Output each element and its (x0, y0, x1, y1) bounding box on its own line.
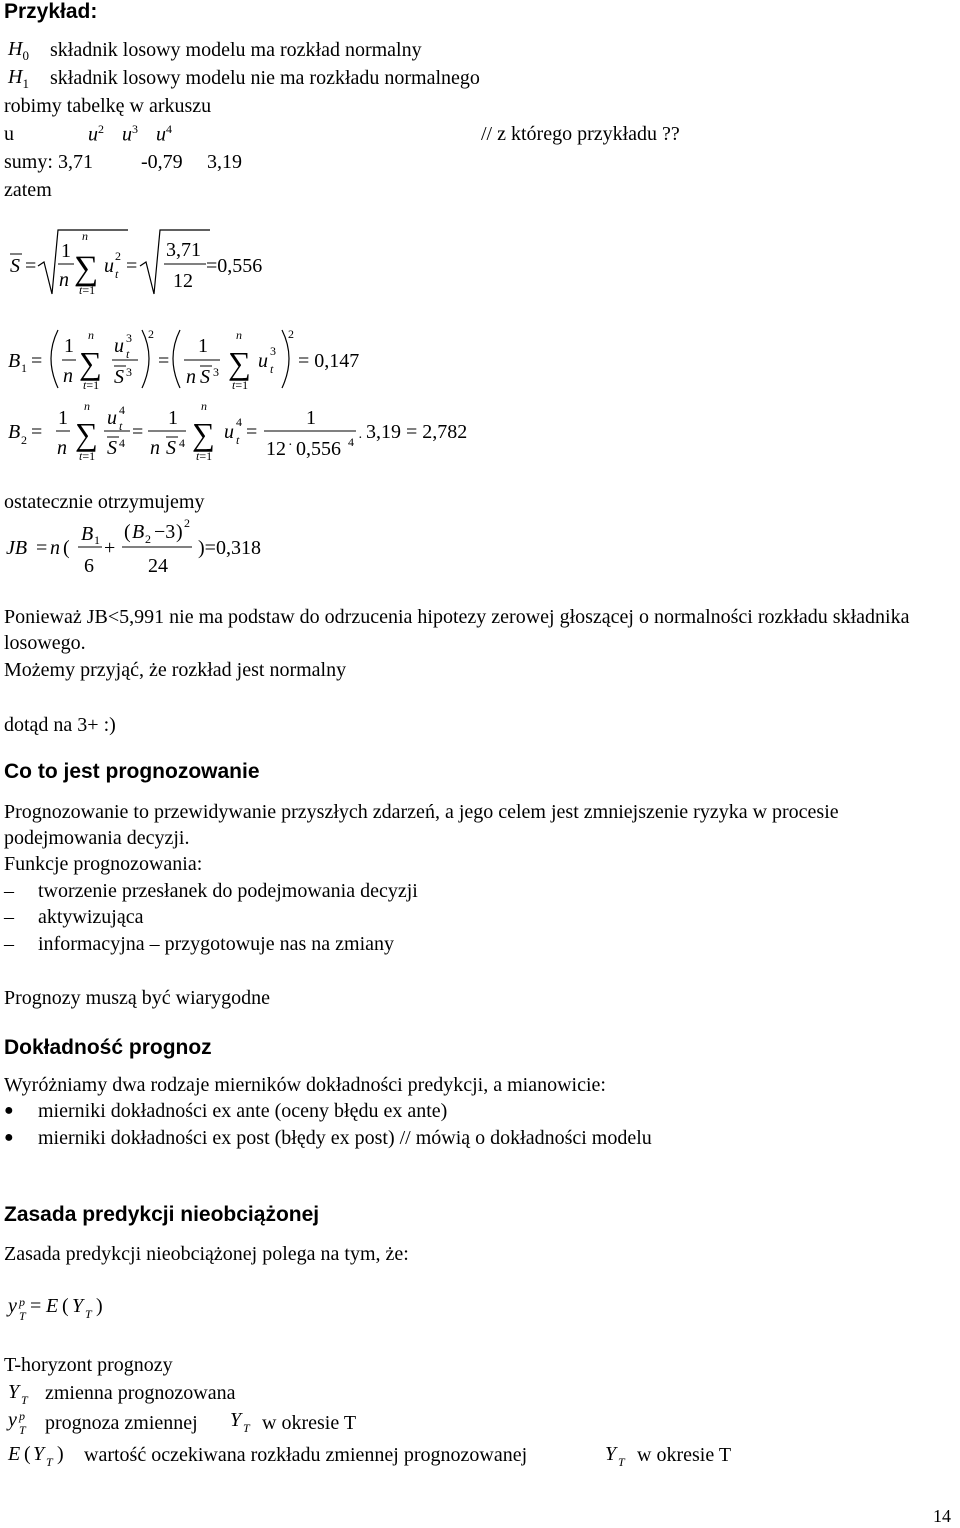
svg-text:·: · (358, 431, 363, 446)
svg-text:∑: ∑ (74, 250, 99, 287)
h0-text: składnik losowy modelu ma rozkład normalny (50, 39, 422, 61)
jb-den-6: 6 (84, 555, 94, 577)
svg-text:Y: Y (605, 1443, 617, 1465)
svg-text:=: = (36, 537, 48, 559)
svg-text:=: = (246, 421, 258, 443)
svg-text:n: n (59, 269, 69, 291)
svg-text:1: 1 (168, 407, 178, 429)
sum-u3: -0,79 (141, 151, 183, 173)
svg-text:n: n (63, 365, 73, 387)
svg-text:Y: Y (33, 1443, 45, 1465)
svg-text:T: T (85, 1307, 92, 1321)
svg-text:B: B (8, 421, 21, 443)
finally-text: ostatecznie otrzymujemy (4, 491, 205, 513)
svg-text:3: 3 (126, 331, 132, 345)
formula-jb (0, 512, 320, 578)
conclusion-note: dotąd na 3+ :) (4, 714, 116, 736)
list-item: ● mierniki dokładności ex post (błędy ex post) // mówią o dokładności modelu (4, 1127, 652, 1149)
svg-text:T: T (19, 1423, 26, 1437)
accuracy-heading: Dokładność prognoz (4, 1036, 212, 1059)
svg-text:u: u (258, 350, 268, 372)
symbol-y-t-inline-2 (601, 1438, 637, 1468)
svg-text:n: n (50, 537, 60, 559)
svg-text:3: 3 (270, 344, 276, 358)
svg-text:=: = (31, 421, 43, 443)
formula-s (0, 224, 320, 300)
s-result: =0,556 (206, 255, 263, 277)
unbiased-intro: Zasada predykcji nieobciążonej polega na tym, że: (4, 1243, 409, 1265)
svg-text:n: n (57, 437, 67, 459)
source-comment: // z którego przykładu ?? (481, 123, 680, 145)
svg-text:u: u (114, 335, 124, 357)
svg-text:1: 1 (198, 335, 208, 357)
svg-text:S: S (166, 437, 176, 459)
svg-text:2: 2 (115, 249, 121, 263)
unbiased-heading: Zasada predykcji nieobciążonej (4, 1203, 320, 1226)
sum-u4: 3,19 (207, 151, 242, 173)
b2-den-b: 0,556 (296, 438, 341, 460)
symbol-e-y-t (0, 1438, 80, 1470)
forecasting-credible: Prognozy muszą być wiarygodne (4, 987, 271, 1009)
list-item: ● mierniki dokładności ex ante (oceny błędu ex ante) (4, 1100, 448, 1122)
svg-text:1: 1 (64, 335, 74, 357)
svg-text:+: + (104, 537, 116, 559)
svg-text:1: 1 (94, 533, 100, 547)
svg-text:n: n (186, 366, 196, 388)
list-item: – tworzenie przesłanek do podejmowania decyzji (4, 880, 418, 902)
h1-text: składnik losowy modelu nie ma rozkładu normalnego (50, 67, 480, 89)
def-yp-tail: w okresie T (262, 1412, 357, 1434)
horizon-text: T-horyzont prognozy (4, 1354, 173, 1376)
sums-label: sumy: (4, 151, 53, 173)
svg-text:p: p (19, 1295, 25, 1309)
svg-text:S: S (200, 366, 210, 388)
sum-u2: 3,71 (58, 151, 93, 173)
jb-result: )=0,318 (198, 537, 261, 559)
svg-text:n: n (84, 399, 90, 413)
svg-text:(: ( (62, 1295, 69, 1317)
svg-text:n: n (201, 399, 207, 413)
forecasting-heading: Co to jest prognozowanie (4, 760, 260, 783)
svg-text:=: = (126, 255, 138, 277)
table-line: robimy tabelkę w arkuszu (4, 95, 212, 117)
svg-text:u: u (104, 255, 114, 277)
accuracy-intro: Wyróżniamy dwa rodzaje mierników dokładności predykcji, a mianowicie: (4, 1074, 606, 1096)
symbol-y-t (0, 1378, 40, 1408)
svg-text:T: T (618, 1455, 625, 1468)
svg-text:n: n (150, 437, 160, 459)
svg-text:t: t (119, 419, 123, 433)
svg-text:(: ( (63, 537, 70, 559)
svg-text:1: 1 (61, 240, 71, 262)
svg-text:3: 3 (126, 365, 132, 379)
svg-text:Y: Y (72, 1295, 84, 1317)
svg-text:1: 1 (21, 361, 27, 375)
svg-text:3: 3 (213, 365, 219, 379)
b1-result: = 0,147 (298, 350, 360, 372)
svg-text:∑: ∑ (192, 416, 215, 452)
formula-b2 (0, 394, 500, 470)
svg-text:t=1: t=1 (79, 283, 96, 297)
formula-unbiased (0, 1290, 160, 1326)
svg-text:t: t (236, 433, 240, 447)
svg-text:E: E (8, 1443, 21, 1465)
svg-text:t=1: t=1 (232, 378, 249, 392)
svg-text:(: ( (24, 1443, 31, 1465)
svg-text:S: S (114, 366, 124, 388)
svg-text:2: 2 (184, 516, 190, 530)
conclusion-paragraph: Ponieważ JB<5,991 nie ma podstaw do odrzucenia hipotezy zerowej głoszącej o normalności rozkładu składnika losowego. (4, 606, 910, 654)
svg-text:u: u (224, 421, 234, 443)
list-item: – informacyjna – przygotowuje nas na zmiany (4, 933, 394, 955)
page-number: 14 (933, 1506, 951, 1526)
svg-text:∑: ∑ (79, 345, 102, 381)
conclusion-normal: Możemy przyjąć, że rozkład jest normalny (4, 659, 347, 681)
def-y-text: zmienna prognozowana (45, 1382, 236, 1404)
svg-text:−3: −3 (154, 521, 176, 543)
s-denominator: 12 (173, 270, 193, 292)
svg-text:): ) (176, 521, 183, 543)
column-u4: $u^4$ (156, 122, 172, 146)
forecasting-functions-label: Funkcje prognozowania: (4, 853, 203, 875)
svg-text:4: 4 (236, 415, 242, 429)
svg-text:Y: Y (230, 1409, 242, 1431)
svg-text:Y: Y (8, 1381, 20, 1403)
def-e-tail: w okresie T (637, 1444, 732, 1466)
b2-den-a: 12 (266, 438, 286, 460)
svg-text:=: = (132, 421, 144, 443)
svg-text:∑: ∑ (75, 416, 98, 452)
svg-text:T: T (243, 1421, 250, 1435)
svg-text:4: 4 (179, 436, 185, 450)
svg-text:2: 2 (148, 327, 154, 341)
svg-text:4: 4 (119, 403, 125, 417)
b2-result: 3,19 = 2,782 (366, 421, 468, 443)
svg-text:t=1: t=1 (79, 449, 96, 463)
svg-text:): ) (96, 1295, 103, 1317)
list-item: – aktywizująca (4, 906, 144, 928)
svg-text:1: 1 (58, 407, 68, 429)
therefore-text: zatem (4, 179, 52, 201)
jb-den-24: 24 (148, 555, 168, 577)
svg-text:4: 4 (119, 436, 125, 450)
column-u2: $u^2$ (88, 122, 104, 146)
svg-text:y: y (8, 1409, 17, 1431)
svg-text:(: ( (124, 521, 131, 543)
svg-text:B: B (8, 350, 21, 372)
svg-text:t: t (126, 347, 130, 361)
svg-text:T: T (46, 1455, 53, 1469)
svg-text:T: T (21, 1393, 28, 1407)
formula-b1 (0, 322, 420, 398)
svg-text:t=1: t=1 (83, 378, 100, 392)
svg-text:n: n (236, 328, 242, 342)
svg-text:1: 1 (306, 407, 316, 429)
column-u3: $u^3$ (122, 122, 138, 146)
svg-text:=: = (31, 350, 43, 372)
symbol-yp-t (0, 1406, 40, 1438)
svg-text:JB: JB (6, 537, 28, 559)
svg-text:E: E (46, 1295, 59, 1317)
svg-text:2: 2 (288, 327, 294, 341)
svg-text:=: = (25, 255, 37, 277)
symbol-y-t-inline (226, 1406, 262, 1436)
forecasting-definition: Prognozowanie to przewidywanie przyszłych zdarzeń, a jego celem jest zmniejszenie ryzyka w procesie podejmowania decyzji. (4, 801, 839, 849)
svg-text:B: B (81, 523, 94, 545)
def-yp-text: prognoza zmiennej (45, 1412, 198, 1434)
def-e-text: wartość oczekiwana rozkładu zmiennej prognozowanej (84, 1444, 528, 1466)
svg-text:): ) (57, 1443, 64, 1465)
svg-text:=: = (30, 1295, 42, 1317)
svg-text:T: T (19, 1309, 26, 1323)
svg-text:u: u (107, 407, 117, 429)
example-heading: Przykład: (4, 0, 98, 23)
svg-text:=: = (158, 350, 170, 372)
svg-text:n: n (82, 229, 88, 243)
svg-text:y: y (8, 1295, 17, 1317)
svg-text:4: 4 (348, 435, 354, 449)
svg-text:2: 2 (145, 532, 151, 546)
s-numerator: 3,71 (166, 239, 201, 261)
svg-text:S: S (107, 437, 117, 459)
svg-text:t=1: t=1 (196, 449, 213, 463)
svg-text:p: p (19, 1409, 25, 1423)
svg-text:n: n (88, 328, 94, 342)
svg-text:2: 2 (21, 433, 27, 447)
h0-symbol: $H_0$ (8, 38, 29, 63)
h1-symbol: $H_1$ (8, 66, 29, 91)
svg-text:∑: ∑ (228, 345, 251, 381)
svg-text:B: B (132, 521, 145, 543)
svg-text:t: t (115, 267, 119, 281)
column-u: u (4, 123, 14, 145)
svg-text:S: S (10, 255, 20, 277)
svg-text:t: t (270, 362, 274, 376)
svg-text:·: · (288, 438, 293, 453)
